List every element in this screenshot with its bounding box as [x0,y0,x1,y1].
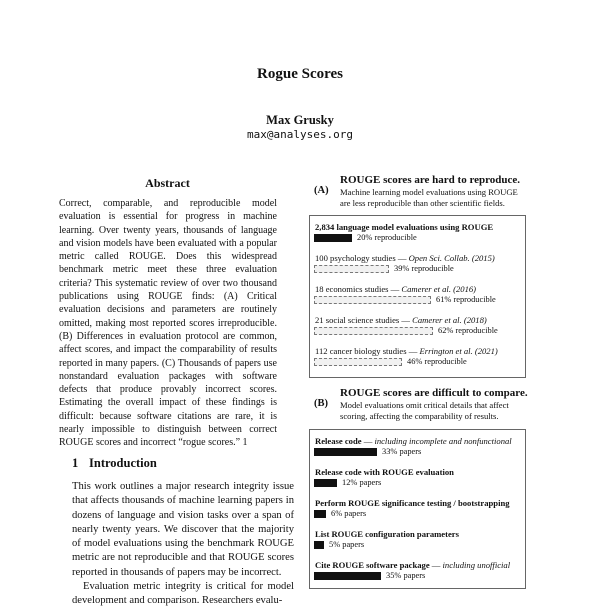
bar [314,296,431,304]
bar-value-label: 20% reproducible [357,233,417,242]
bar-value-label: 5% papers [329,540,365,549]
category-name: List ROUGE configuration parameters [315,529,459,539]
intro-paragraph-1: This work outlines a major research integrity issue that affects thousands of machine learning papers in dozens of language and vision tasks over a span of nearly twenty years. We discover that the majority of model evaluations using the benchmark ROUGE metric are not reproducible and that ROUGE scores reported in thousands of papers may be incorrect. [72,481,294,578]
bar [314,265,389,273]
bar-value-label: 46% reproducible [407,357,467,366]
bar-label: Release code — including incomplete and nonfunctional [315,436,512,446]
citation: including incomplete and nonfunctional [374,436,512,446]
category-name: 2,834 language model evaluations using ROUGE [315,222,494,232]
author-email: max@analyses.org [247,128,353,141]
section-number: 1 [72,456,79,470]
citation: Errington et al. (2021) [419,346,498,356]
bar-label: 100 psychology studies — Open Sci. Collab. (2015) [315,253,495,263]
panel-a-title: ROUGE scores are hard to reproduce. [340,174,521,186]
reproducibility-chart [309,215,526,378]
citation: Camerer et al. (2016) [401,284,477,294]
bar [314,541,324,549]
bar [314,448,377,456]
bar [314,358,402,366]
bar-value-label: 33% papers [382,447,422,456]
bar-label: 21 social science studies — Camerer et al. (2018) [315,315,487,325]
category-name: Release code [315,436,362,446]
category-name: 100 psychology studies [315,253,396,263]
bar [314,572,381,580]
panel-b-subtitle-line-1: Model evaluations omit critical details that affect [340,400,509,410]
panel-a-subtitle [340,187,518,208]
bar-label [315,529,459,539]
bar-value-label: 39% reproducible [394,264,454,273]
citation: Open Sci. Collab. (2015) [408,253,495,263]
panel-b-subtitle [340,400,509,421]
panel-a-subtitle-line-1: Machine learning model evaluations using ROUGE [340,187,518,197]
citation: including unofficial [442,560,511,570]
bar-value-label: 61% reproducible [436,295,496,304]
bar [314,510,326,518]
bar-label: Cite ROUGE software package — including unofficial [315,560,511,570]
citation: Camerer et al. (2018) [412,315,487,325]
bar-label [315,467,454,477]
bar-value-label: 35% papers [386,571,426,580]
intro-paragraph-2: Evaluation metric integrity is critical for model development and comparison. Researchers evalu- [72,581,294,607]
section-title: Introduction [89,456,157,470]
bar-label [315,498,510,508]
abstract-text: Correct, comparable, and reproducible model evaluation is essential for progress in machine learning. Over twenty years, thousands of language and vision models have been evaluated with a popular metric called ROUGE. Does this widespread benchmark metric meet these three evaluation criteria? This systematic review of over two thousand publications using ROUGE finds: (A) Critical evaluation decisions and parameters are routinely omitted, making most reported scores irreproducible. (B) Differences in evaluation protocol are common, affect scores, and impact the comparability of results reported in many papers. (C) Thousands of papers use nonstandard evaluation packages with software defects that produce provably incorrect scores. Estimating the overall impact of these findings is difficult: because software citations are rare, it is nearly impossible to distinguish between correct ROUGE scores and incorrect “rogue scores.” 1 [59,198,277,449]
section-heading-introduction [72,456,157,471]
category-name: Cite ROUGE software package [315,560,430,570]
bar-label: 112 cancer biology studies — Errington et al. (2021) [315,346,498,356]
panel-a-subtitle-line-2: are less reproducible than other scientific fields. [340,197,505,208]
bar-value-label: 12% papers [342,478,382,487]
bar-label [315,222,493,232]
author-name: Max Grusky [266,113,334,127]
comparability-chart [309,429,526,589]
paper-title: Rogue Scores [257,66,343,82]
panel-b-subtitle-line-2: scoring, affecting the comparability of results. [340,410,499,421]
category-name: 112 cancer biology studies [315,346,407,356]
bar [314,234,352,242]
panel-a-label: (A) [314,185,329,196]
category-name: Perform ROUGE significance testing / bootstrapping [315,498,510,508]
category-name: 21 social science studies [315,315,400,325]
bar-label: 18 economics studies — Camerer et al. (2016) [315,284,477,294]
panel-b-title: ROUGE scores are difficult to compare. [340,387,528,399]
category-name: Release code with ROUGE evaluation [315,467,454,477]
bar-value-label: 62% reproducible [438,326,498,335]
bar [314,479,337,487]
category-name: 18 economics studies [315,284,389,294]
bar [314,327,433,335]
panel-b-label: (B) [314,398,328,409]
abstract-heading: Abstract [145,176,190,190]
introduction-body [72,480,294,609]
bar-value-label: 6% papers [331,509,367,518]
